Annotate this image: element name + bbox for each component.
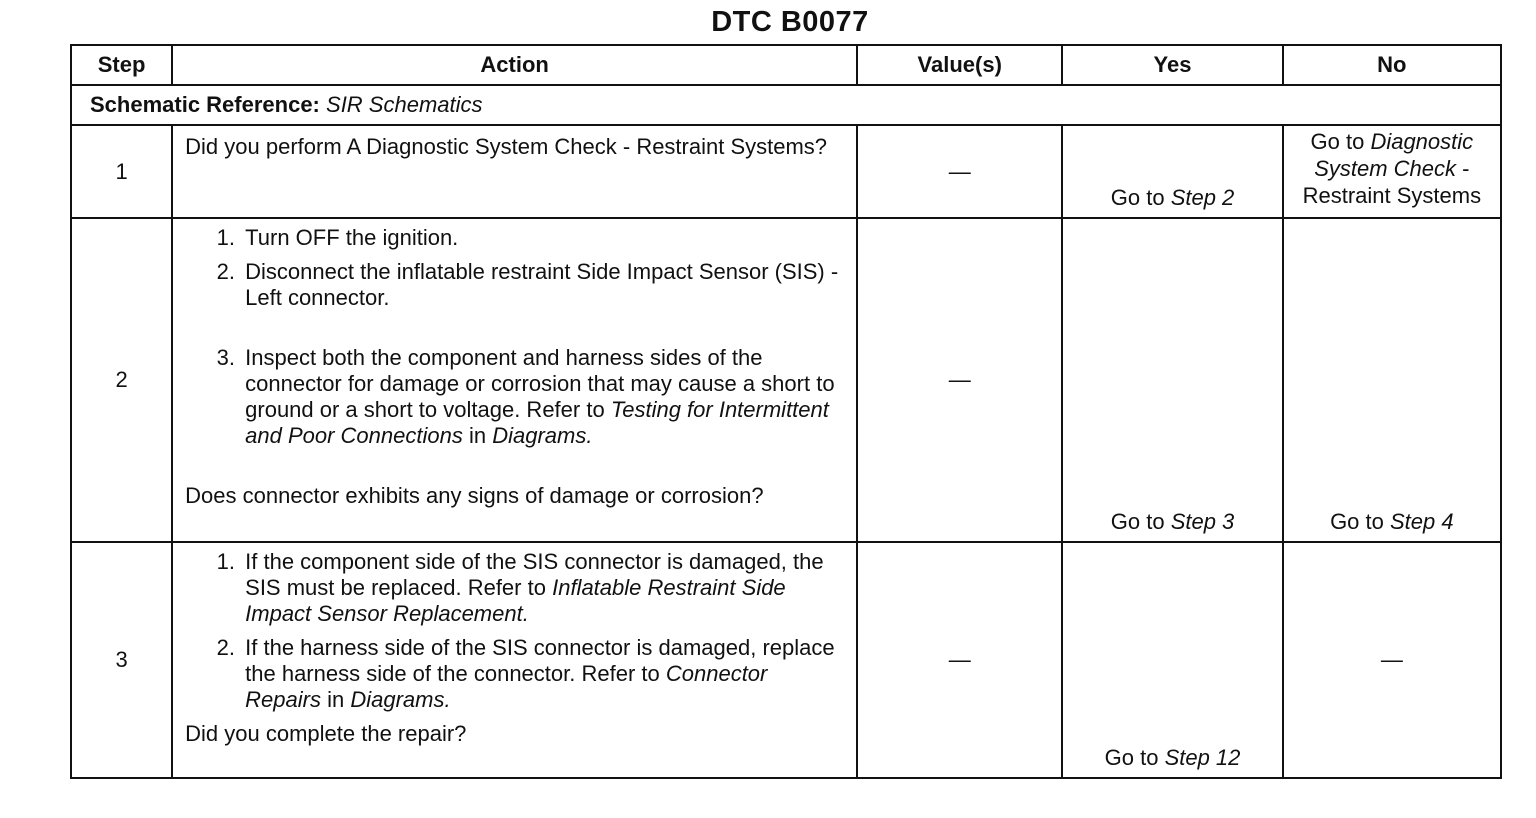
schematic-reference: [71, 85, 1501, 125]
no-prefix: Go to: [1310, 129, 1365, 154]
yes-prefix: Go to: [1110, 509, 1165, 534]
step-number: 1: [71, 125, 172, 218]
yes-step-ref: Step 3: [1170, 509, 1235, 534]
action-steps-list: [185, 549, 844, 713]
yes-cell: [1062, 125, 1282, 218]
no-cell: —: [1283, 542, 1501, 778]
table-row-step-1: [71, 125, 1501, 218]
header-row: [71, 45, 1501, 85]
yes-step-ref: Step 12: [1164, 745, 1241, 770]
action-step-2: [241, 635, 844, 713]
action-step-2: 2. Disconnect the inflatable restraint Side Impact Sensor (SIS) - Left connector.: [241, 259, 844, 311]
no-step-ref: Step 4: [1390, 509, 1454, 534]
reference-link: Diagrams.: [350, 687, 451, 712]
header-yes: Yes: [1062, 45, 1282, 85]
action-step-3-text: Inspect both the component and harness sides of the connector for damage or corrosion that may cause a short to ground or a short to voltage. Refer to: [245, 345, 835, 422]
action-question: Did you perform A Diagnostic System Check - Restraint Systems?: [185, 134, 828, 159]
action-question: Did you complete the repair?: [185, 721, 467, 746]
reference-link: Connector Repairs: [245, 661, 768, 712]
yes-cell: [1062, 542, 1282, 778]
yes-prefix: Go to: [1110, 185, 1165, 210]
reference-in: in: [327, 687, 345, 712]
action-step-2-text: If the harness side of the SIS connector is damaged, replace the harness side of the connector. Refer to: [245, 635, 835, 686]
schematic-row: [71, 85, 1501, 125]
table-row-step-3: [71, 542, 1501, 778]
reference-link: Inflatable Restraint Side Impact Sensor Replacement.: [245, 575, 786, 626]
action-cell: [172, 218, 857, 542]
no-cell: [1283, 218, 1501, 542]
schematic-link: SIR Schematics: [326, 92, 483, 117]
reference-link: Testing for Intermittent and Poor Connections: [245, 397, 829, 448]
header-step: Step: [71, 45, 172, 85]
value-cell: —: [857, 218, 1062, 542]
action-step-1-text: If the component side of the SIS connector is damaged, the SIS must be replaced. Refer to: [245, 549, 824, 600]
action-cell: [172, 125, 857, 218]
action-step-1: [241, 549, 844, 627]
action-question: Does connector exhibits any signs of damage or corrosion?: [185, 483, 764, 508]
reference-in: in: [468, 423, 487, 448]
step-number: 3: [71, 542, 172, 778]
value-cell: —: [857, 542, 1062, 778]
table-row-step-2: [71, 218, 1501, 542]
value-cell: —: [857, 125, 1062, 218]
action-step-1: 1. Turn OFF the ignition.: [241, 225, 844, 251]
action-cell: [172, 542, 857, 778]
header-action: Action: [172, 45, 857, 85]
step-number: 2: [71, 218, 172, 542]
yes-prefix: Go to: [1104, 745, 1159, 770]
reference-link: Diagrams.: [492, 423, 593, 448]
schematic-label: Schematic Reference:: [90, 92, 320, 117]
no-cell: [1283, 125, 1501, 218]
document-title: DTC B0077: [711, 6, 869, 38]
no-ref: Diagnostic System Check: [1314, 129, 1474, 181]
action-step-3: [241, 345, 844, 449]
no-prefix: Go to: [1330, 509, 1384, 534]
diagnostic-table: [70, 44, 1502, 779]
header-no: No: [1283, 45, 1501, 85]
yes-cell: [1062, 218, 1282, 542]
yes-step-ref: Step 2: [1170, 185, 1235, 210]
no-suffix: - Restraint Systems: [1302, 156, 1482, 208]
header-values: Value(s): [857, 45, 1062, 85]
action-steps-list: [185, 225, 844, 449]
